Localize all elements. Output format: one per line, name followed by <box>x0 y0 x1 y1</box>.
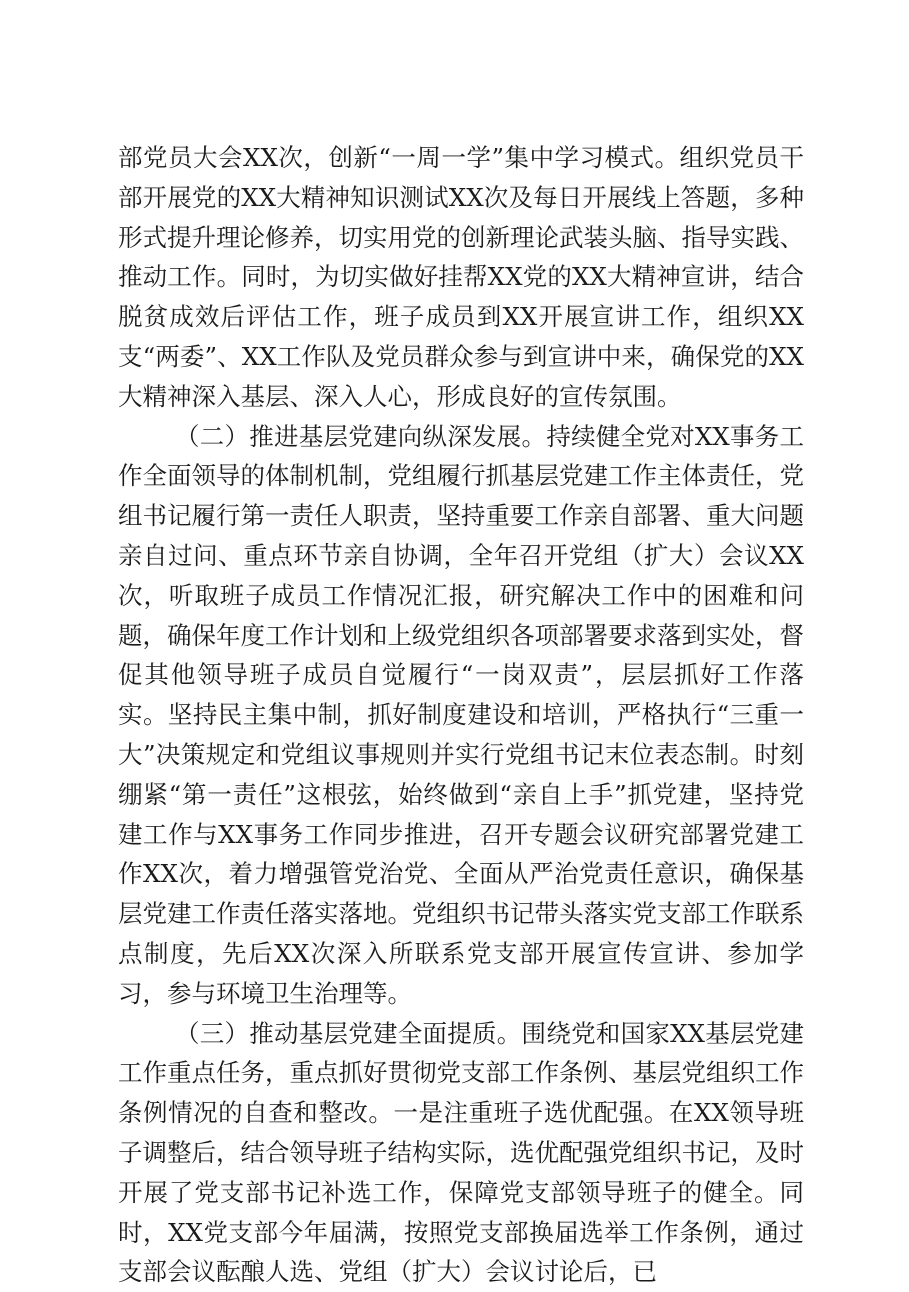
document-body <box>118 138 804 1292</box>
paragraph-section-2: （二）推进基层党建向纵深发展。持续健全党对XX事务工作全面领导的体制机制，党组履行抓基层党建工作主体责任，党组书记履行第一责任人职责，坚持重要工作亲自部署、重大问题亲自过问、重点环节亲自协调，全年召开党组（扩大）会议XX次，听取班子成员工作情况汇报，研究解决工作中的困难和问题，确保年度工作计划和上级党组织各项部署要求落到实处，督促其他领导班子成员自觉履行“一岗双责”，层层抓好工作落实。坚持民主集中制，抓好制度建设和培训，严格执行“三重一大”决策规定和党组议事规则并实行党组书记末位表态制。时刻绷紧“第一责任”这根弦，始终做到“亲自上手”抓党建，坚持党建工作与XX事务工作同步推进，召开专题会议研究部署党建工作XX次，着力增强管党治党、全面从严治党责任意识，确保基层党建工作责任落实落地。党组织书记带头落实党支部工作联系点制度，先后XX次深入所联系党支部开展宣传宣讲、参加学习，参与环境卫生治理等。 <box>118 421 804 1008</box>
paragraph-continuation: 部党员大会XX次，创新“一周一学”集中学习模式。组织党员干部开展党的XX大精神知识测试XX次及每日开展线上答题，多种形式提升理论修养，切实用党的创新理论武装头脑、指导实践、推动工作。同时，为切实做好挂帮XX党的XX大精神宣讲，结合脱贫成效后评估工作，班子成员到XX开展宣讲工作，组织XX支“两委”、XX工作队及党员群众参与到宣讲中来，确保党的XX大精神深入基层、深入人心，形成良好的宣传氛围。 <box>118 143 804 411</box>
paragraph-section-3: （三）推动基层党建全面提质。围绕党和国家XX基层党建工作重点任务，重点抓好贯彻党支部工作条例、基层党组织工作条例情况的自查和整改。一是注重班子选优配强。在XX领导班子调整后，结合领导班子结构实际，选优配强党组织书记，及时开展了党支部书记补选工作，保障党支部领导班子的健全。同时，XX党支部今年届满，按照党支部换届选举工作条例，通过支部会议酝酿人选、党组（扩大）会议讨论后，已 <box>118 1018 804 1287</box>
